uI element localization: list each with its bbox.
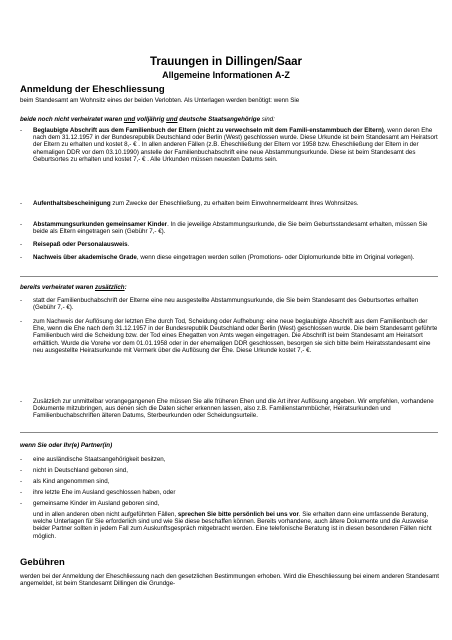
divider <box>20 276 438 277</box>
list-item-aufloesung: zum Nachweis der Auflösung der letzten Ehe durch Tod, Scheidung oder Aufhebung: eine neue beglaubigte Abschrift aus dem Familienbuch der Ehe, wenn die Ehe nach dem 31.12.1957 in der Bundesrepublik Deutschland oder Berlin (West) geschlossen wurde. Die beim Standesamt geführte Familienbuch wird die Scheidung bzw. der Tod eines Ehegatten von Amts wegen eingetragen. Die Abschrift ist beim Standesamt am Heiratsort erhältlich. Wurde die Vorehe vor dem 01.01.1958 oder in der ehemaligen DDR geschlossen, besorgen sie sich bitte beim Heiratsstandesamt eine neu ausgestellte Heiratsurkunde mit Vermerk über die Auflösung der Ehe. Diese Urkunde kostet 7,- €. <box>33 318 438 354</box>
bullet-marker: - <box>20 200 23 207</box>
bullet-marker: - <box>20 241 23 248</box>
gebuehren-text: werden bei der Anmeldung der Eheschliessung nach den gesetzlichen Bestimmungen erhoben. Wird die Eheschliessung bei einem anderen Standesamt angemeldet, ist beim Standesamt Dillingen die Grundge- <box>20 573 439 588</box>
list-item-abstammung: Abstammungsurkunden gemeinsamer Kinder. In die jeweilige Abstammungsurkunde, die Sie beim Geburtsstandesamt erhalten, müssen Sie beide als Eltern eingetragen sein (Gebühr 7,- €). <box>33 221 428 236</box>
bullet-marker: - <box>20 456 23 463</box>
bullet-marker: - <box>20 127 23 134</box>
list-item-partner: nicht in Deutschland geboren sind, <box>33 467 128 474</box>
divider <box>20 432 438 433</box>
anmeldung-intro: beim Standesamt am Wohnsitz eines der beiden Verlobten. Als Unterlagen werden benötigt: wenn Sie <box>20 97 300 104</box>
bullet-marker: - <box>20 478 23 485</box>
list-item-familienbuch: Beglaubigte Abschrift aus dem Familienbuch der Eltern (nicht zu verwechseln mit dem Famili-enstammbuch der Eltern), wenn deren Ehe nach dem 31.12.1957 in der Bundesrepublik Deutschland oder Berlin (West) geschlossen wurde. Diese Urkunde ist beim Standesamt am Heiratsort der Eltern zu erhalten und kostet 8,- € . In allen anderen Fällen (z.B. Eheschließung der Eltern vor 1958 bzw. Eheschließung der Eltern in der ehemaligen DDR vor dem 03.10.1990) anstelle der Familienbuchabschrift eine neue Abstammungsurkunde. Diese ist beim Standesamt des Geburtsortes zu erhalten und kostet 7,- € . Alle Urkunden müssen neuesten Datums sein. <box>33 127 438 163</box>
bullet-marker: - <box>20 221 23 228</box>
bullet-marker: - <box>20 318 23 325</box>
list-item-abstammung-neu: statt der Familienbuchabschrift der Elterne eine neu ausgestellte Abstammungsurkunde, die Sie beim Standesamt des Geburtsortes erhalten (Gebühr 7,- €). <box>33 297 419 312</box>
bullet-marker: - <box>20 489 23 496</box>
partner-closing: und in allen anderen oben nicht aufgeführten Fällen, sprechen Sie bitte persönlich bei uns vor. Sie erhalten dann eine umfassende Beratung, welche Unterlagen für Sie erforderlich sind und wie Sie diese beschaffen können. Bereits vorhandene, auch ältere Dokumente und die Ausweise beider Partner sollten in jedem Fall zum Auskunftsgespräch mitgebracht werden. Eine telefonische Beratung ist in diesen besonderen Fällen nicht möglich. <box>33 511 432 540</box>
list-item-partner: gemeinsame Kinder im Ausland geboren sind, <box>33 500 160 507</box>
list-item-akademisch: Nachweis über akademische Grade, wenn diese eingetragen werden sollen (Promotions- oder Diplomurkunde bitte im Original vorlegen). <box>33 254 415 261</box>
page-title: Trauungen in Dillingen/Saar <box>149 56 303 68</box>
bullet-marker: - <box>20 254 23 261</box>
bullet-marker: - <box>20 500 23 507</box>
bullet-marker: - <box>20 467 23 474</box>
list-item-partner: eine ausländische Staatsangehörigkeit besitzen, <box>33 456 166 463</box>
list-item-fruehere-ehen: Zusätzlich zur unmittelbar vorangegangenen Ehe müssen Sie alle früheren Ehen und die Art ihrer Auflösung angeben. Wir empfehlen, vorhandene Dokumente mitzubringen, aus denen sich die Daten sicher erkennen lassen, also z.B. Familienstammbücher, Heiratsurkunden und Familienbuchabschriften älteren Datums, Sterbeurkunden oder Scheidungsurteile. <box>33 398 434 420</box>
list-item-partner: als Kind angenommen sind, <box>33 478 110 485</box>
partner-label: wenn Sie oder Ihr(e) Partner(in) <box>20 442 113 449</box>
section-heading-anmeldung: Anmeldung der Eheschliessung <box>20 84 165 95</box>
list-item-aufenthalt: Aufenthaltsbescheinigung zum Zwecke der Eheschließung, zu erhalten beim Einwohnermeldeamt Ihres Wohnsitzes. <box>33 200 359 207</box>
list-item-ausweis: Reisepaß oder Personalausweis. <box>33 241 130 248</box>
condition-line: beide noch nicht verheiratet waren und volljährig und deutsche Staatsangehörige sind: <box>20 116 275 123</box>
section-heading-gebuehren: Gebühren <box>20 557 65 568</box>
verheiratet-label: bereits verheiratet waren zusätzlich: <box>20 284 127 291</box>
page-subtitle: Allgemeine Informationen A-Z <box>162 70 290 80</box>
list-item-partner: ihre letzte Ehe im Ausland geschlossen haben, oder <box>33 489 176 496</box>
bullet-marker: - <box>20 297 23 304</box>
bullet-marker: - <box>20 398 23 405</box>
